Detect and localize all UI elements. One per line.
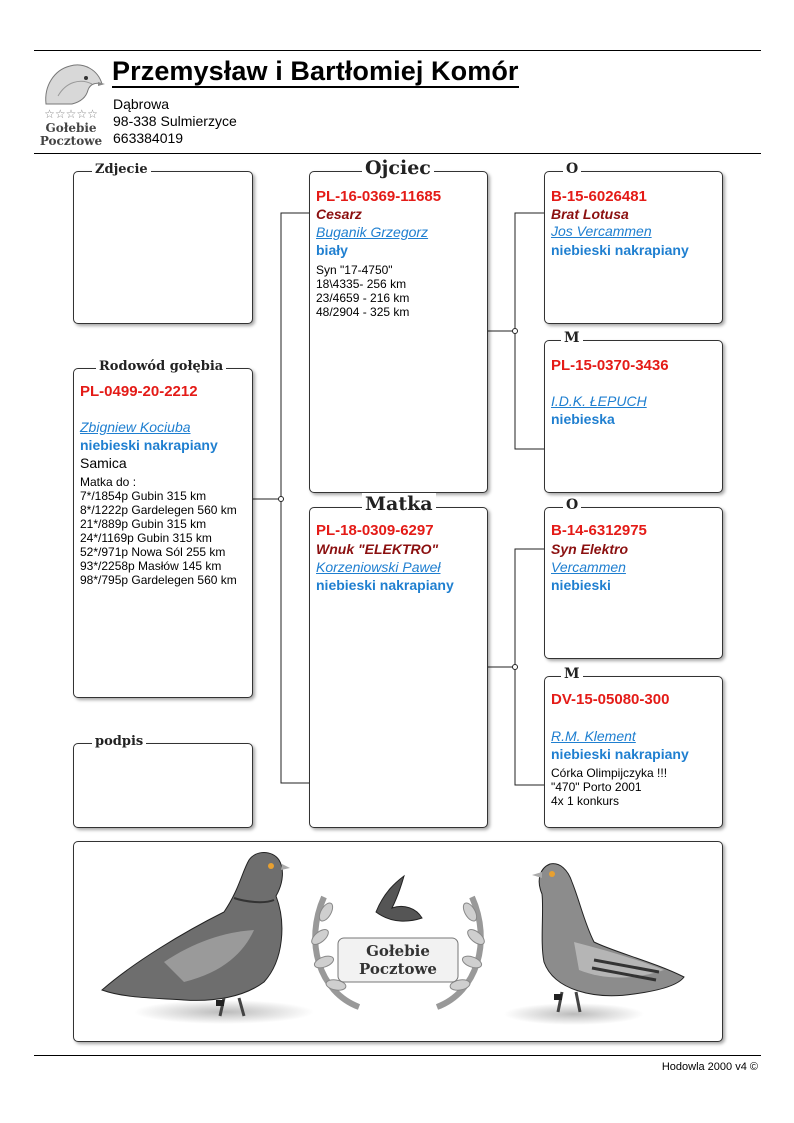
- footer-credit: Hodowla 2000 v4 ©: [661, 1061, 758, 1073]
- dam-label: M: [561, 330, 583, 346]
- mother-ring-number: PL-18-0309-6297: [316, 522, 434, 539]
- mm-color: niebieski nakrapiany: [551, 746, 689, 762]
- pedigree-box: [73, 359, 253, 698]
- mf-pigeon-name: Syn Elektro: [551, 541, 629, 557]
- father-color: biały: [316, 242, 348, 258]
- subject-ring-number: PL-0499-20-2212: [80, 383, 198, 400]
- note-line: 7*/1854p Gubin 315 km: [80, 489, 207, 503]
- mf-ring-number: B-14-6312975: [551, 522, 647, 539]
- note-line: 21*/889p Gubin 315 km: [80, 517, 207, 531]
- father-breeder-link[interactable]: Buganik Grzegorz: [316, 224, 429, 240]
- note-line: 4x 1 konkurs: [551, 794, 620, 808]
- ff-ring-number: B-15-6026481: [551, 188, 647, 205]
- laurel-logo: [309, 876, 487, 1007]
- father-box: [309, 157, 488, 493]
- father-pigeon-name: Cesarz: [316, 206, 362, 222]
- pigeon-left-image: [102, 853, 314, 1025]
- pigeon-right-image: [504, 864, 684, 1025]
- ff-pigeon-name: Brat Lotusa: [551, 206, 629, 222]
- pedigree-label: Rodowód gołębia: [96, 359, 226, 374]
- mother-dam-box: [544, 666, 723, 828]
- note-line: Matka do :: [80, 475, 137, 489]
- mm-notes: [551, 766, 667, 808]
- owner-phone: 663384019: [113, 130, 184, 146]
- mother-pigeon-name: Wnuk "ELEKTRO": [316, 541, 439, 557]
- mother-box: [309, 493, 488, 828]
- note-line: Córka Olimpijczyka !!!: [551, 766, 668, 780]
- mf-color: niebieski: [551, 577, 611, 593]
- photo-label: Zdjecie: [92, 162, 151, 177]
- note-line: 52*/971p Nowa Sól 255 km: [80, 545, 226, 559]
- logo-text-line1: Gołebie: [45, 121, 97, 135]
- mother-label: Matka: [362, 493, 436, 515]
- subject-sex: Samica: [80, 455, 127, 471]
- note-line: 98*/795p Gardelegen 560 km: [80, 573, 237, 587]
- father-label: Ojciec: [362, 157, 434, 179]
- banner-logo-text-line1: Gołebie: [366, 942, 430, 960]
- father-sire-box: [544, 161, 723, 324]
- mm-breeder-link[interactable]: R.M. Klement: [551, 728, 636, 744]
- svg-text:☆☆☆☆☆: ☆☆☆☆☆: [44, 107, 98, 121]
- fm-color: niebieska: [551, 411, 615, 427]
- note-line: 23/4659 - 216 km: [316, 291, 410, 305]
- banner-box: [73, 841, 723, 1042]
- note-line: 24*/1169p Gubin 315 km: [80, 531, 212, 545]
- banner-logo-text-line2: Pocztowe: [359, 960, 437, 978]
- note-line: "470" Porto 2001: [551, 780, 642, 794]
- dam-label: M: [561, 666, 583, 682]
- mm-ring-number: DV-15-05080-300: [551, 691, 670, 708]
- father-notes: [316, 263, 409, 319]
- owner-address-line: 98-338 Sulmierzyce: [113, 113, 237, 129]
- father-ring-number: PL-16-0369-11685: [316, 188, 442, 205]
- ff-color: niebieski nakrapiany: [551, 242, 689, 258]
- logo-text-line2: Pocztowe: [39, 134, 103, 148]
- note-line: 93*/2258p Masłów 145 km: [80, 559, 222, 573]
- footer-rule: [34, 1055, 761, 1056]
- note-line: 48/2904 - 325 km: [316, 305, 410, 319]
- ff-breeder-link[interactable]: Jos Vercammen: [551, 223, 652, 239]
- fm-breeder-link[interactable]: I.D.K. ŁEPUCH: [551, 393, 647, 409]
- subject-breeder-link[interactable]: Zbigniew Kociuba: [80, 419, 191, 435]
- owner-name: Przemysław i Bartłomiej Komór: [112, 56, 519, 86]
- banner-artwork: [74, 842, 722, 1041]
- sire-label: O: [563, 497, 581, 513]
- mother-color: niebieski nakrapiany: [316, 577, 454, 593]
- fm-ring-number: PL-15-0370-3436: [551, 357, 669, 374]
- signature-box: [73, 734, 253, 828]
- mother-sire-box: [544, 497, 723, 659]
- mother-breeder-link[interactable]: Korzeniowski Paweł: [316, 559, 441, 575]
- subject-notes: [80, 475, 237, 587]
- mf-breeder-link[interactable]: Vercammen: [551, 559, 626, 575]
- note-line: 8*/1222p Gardelegen 560 km: [80, 503, 237, 517]
- subject-color: niebieski nakrapiany: [80, 437, 218, 453]
- photo-box: [73, 162, 253, 324]
- sire-label: O: [563, 161, 581, 177]
- owner-address-line: Dąbrowa: [113, 96, 170, 112]
- note-line: Syn "17-4750": [316, 263, 393, 277]
- signature-label: podpis: [92, 734, 146, 749]
- father-dam-box: [544, 330, 723, 493]
- note-line: 18\4335- 256 km: [316, 277, 407, 291]
